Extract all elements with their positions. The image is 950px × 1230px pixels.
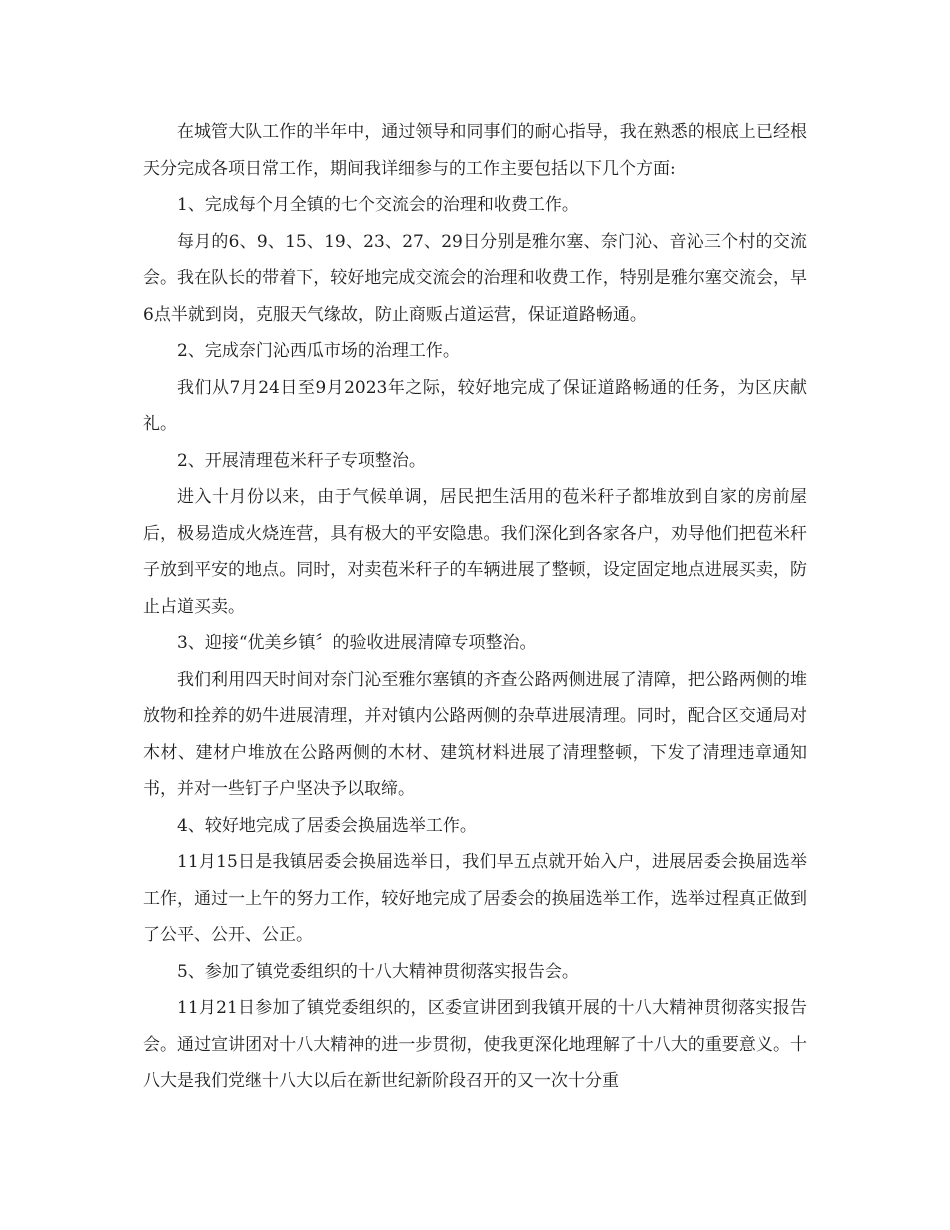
paragraph-exchange-meetings: 每月的6、9、15、19、23、27、29日分别是雅尔塞、奈门沁、音沁三个村的交流会。我在队长的带着下，较好地完成交流会的治理和收费工作，特别是雅尔塞交流会，早6点半就到岗，克服天气缘故，防止商贩占道运营，保证道路畅通。 [143, 231, 807, 325]
paragraph-election: 11月15日是我镇居委会换届选举日，我们早五点就开始入户，进展居委会换届选举工作，通过一上午的努力工作，较好地完成了居委会的换届选举工作，选举过程真正做到了公平、公开、公正。 [143, 852, 807, 945]
paragraph-intro: 在城管大队工作的半年中，通过领导和同事们的耐心指导，我在熟悉的根底上已经根天分完成各项日常工作，期间我详细参与的工作主要包括以下几个方面: [143, 122, 807, 179]
document-body [143, 114, 807, 1100]
heading-item-4: 4、较好地完成了居委会换届选举工作。 [177, 815, 477, 836]
paragraph-road-clearing: 我们利用四天时间对奈门沁至雅尔塞镇的齐查公路两侧进展了清障，把公路两侧的堆放物和拴养的奶牛进展清理，并对镇内公路两侧的杂草进展清理。同时，配合区交通局对木材、建材户堆放在公路两侧的木材、建筑材料进展了清理整顿，下发了清理违章通知书，并对一些钉子户坚决予以取缔。 [143, 669, 807, 799]
heading-item-5: 5、参加了镇党委组织的十八大精神贯彻落实报告会。 [177, 961, 579, 982]
heading-item-2-watermelon: 2、完成奈门沁西瓜市场的治理工作。 [177, 341, 460, 361]
paragraph-cornstalk: 进入十月份以来，由于气候单调，居民把生活用的苞米秆子都堆放到自家的房前屋后，极易造成火烧连营，具有极大的平安隐患。我们深化到各家各户，劝导他们把苞米秆子放到平安的地点。同时，对卖苞米秆子的车辆进展了整顿，设定固定地点进展买卖，防止占道买卖。 [143, 487, 807, 617]
heading-item-2-cornstalk: 2、开展清理苞米秆子专项整治。 [177, 450, 426, 471]
heading-item-3: 3、迎接“优美乡镇〞的验收进展清障专项整治。 [177, 633, 537, 653]
paragraph-watermelon-market: 我们从7月24日至9月2023年之际，较好地完成了保证道路畅通的任务，为区庆献礼。 [143, 377, 807, 434]
paragraph-report-meeting: 11月21日参加了镇党委组织的，区委宣讲团到我镇开展的十八大精神贯彻落实报告会。通过宣讲团对十八大精神的进一步贯彻，使我更深化地理解了十八大的重要意义。十八大是我们党继十八大以后在新世纪新阶段召开的又一次十分重 [143, 998, 807, 1091]
heading-item-1: 1、完成每个月全镇的七个交流会的治理和收费工作。 [177, 195, 579, 215]
